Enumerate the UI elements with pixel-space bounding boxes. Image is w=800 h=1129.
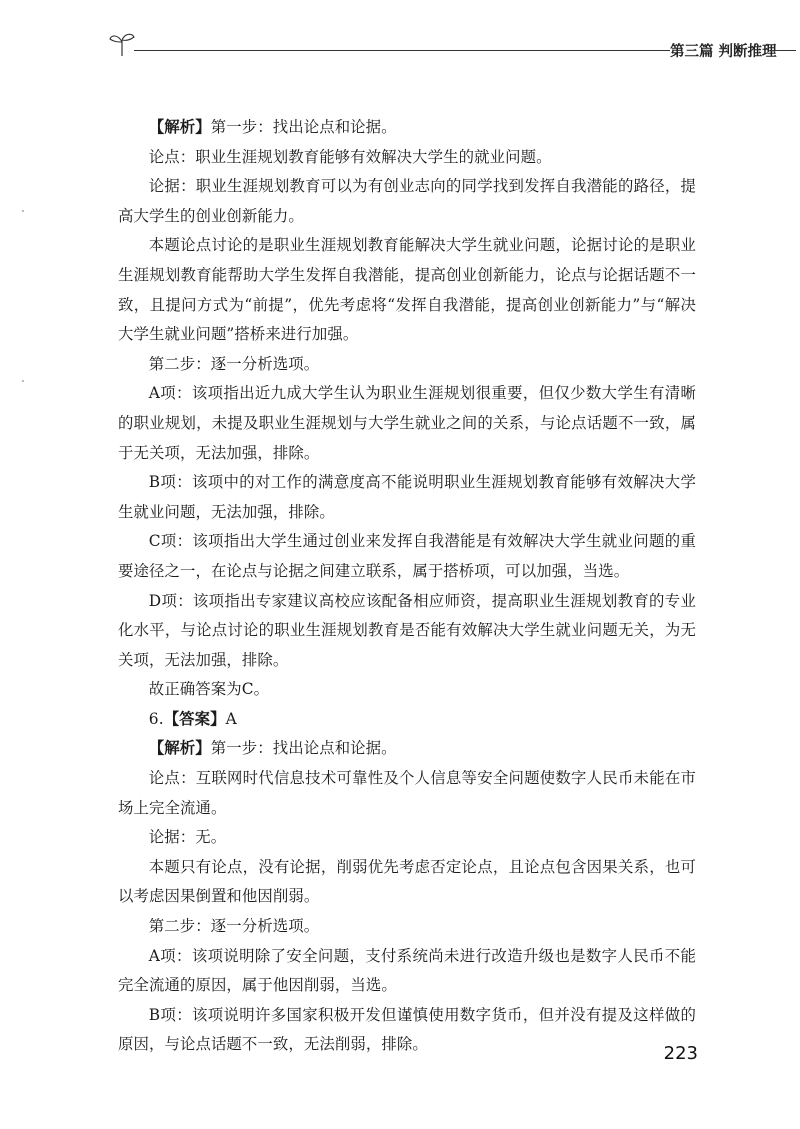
sprout-icon xyxy=(108,30,138,60)
q5-conclusion: 故正确答案为C。 xyxy=(148,680,270,699)
q5-option-b: B项：该项中的对工作的满意度高不能说明职业生涯规划教育能够有效解决大学生就业问题，无法加强，排除。 xyxy=(118,473,696,521)
margin-mark xyxy=(22,210,24,212)
q5-step2: 第二步：逐一分析选项。 xyxy=(148,354,320,373)
q6-option-b: B项：该项说明许多国家积极开发但谨慎使用数字货币，但并没有提及这样做的原因，与论点话题不一致，无法削弱，排除。 xyxy=(118,1005,696,1054)
q6-evidence: 论据：无。 xyxy=(148,828,227,847)
answer-value: A xyxy=(225,709,237,728)
q5-evidence: 论据：职业生涯规划教育可以为有创业志向的同学找到发挥自我潜能的路径，提高大学生的创业创新能力。 xyxy=(118,177,696,225)
margin-mark xyxy=(22,380,24,382)
q5-analysis: 本题论点讨论的是职业生涯规划教育能解决大学生就业问题，论据讨论的是职业生涯规划教育能帮助大学生发挥自我潜能，提高创业创新能力，论点与论据话题不一致，且提问方式为“前提”，优先考虑将“发挥自我潜能，提高创业创新能力”与“解决大学生就业问题”搭桥来进行加强。 xyxy=(118,236,696,344)
q5-thesis: 论点：职业生涯规划教育能够有效解决大学生的就业问题。 xyxy=(148,147,552,166)
page-body xyxy=(118,113,696,1060)
analysis-tag: 【解析】 xyxy=(148,118,211,136)
q5-option-d: D项：该项指出专家建议高校应该配备相应师资，提高职业生涯规划教育的专业化水平，与论点讨论的职业生涯规划教育是否能有效解决大学生就业问题无关，为无关项，无法加强，排除。 xyxy=(118,591,696,669)
q5-step1: 【解析】第一步：找出论点和论据。 xyxy=(148,118,397,136)
q6-answer-line xyxy=(118,705,696,735)
question-number: 6. xyxy=(148,709,164,728)
page-number: 223 xyxy=(663,1043,698,1064)
q6-analysis: 本题只有论点，没有论据，削弱优先考虑否定论点，且论点包含因果关系，也可以考虑因果倒置和他因削弱。 xyxy=(118,857,696,906)
analysis-tag: 【解析】 xyxy=(148,739,211,758)
q6-step1: 【解析】第一步：找出论点和论据。 xyxy=(148,739,397,758)
q6-option-a: A项：该项说明除了安全问题，支付系统尚未进行改造升级也是数字人民币不能完全流通的原因，属于他因削弱，当选。 xyxy=(118,946,696,995)
answer-tag: 【答案】 xyxy=(163,709,226,728)
header-rule-right xyxy=(770,50,796,51)
q6-step2: 第二步：逐一分析选项。 xyxy=(148,917,320,936)
q5-option-a: A项：该项指出近九成大学生认为职业生涯规划很重要，但仅少数大学生有清晰的职业规划，未提及职业生涯规划与大学生就业之间的关系，与论点话题不一致，属于无关项，无法加强，排除。 xyxy=(118,384,696,462)
header-rule-left xyxy=(134,50,670,51)
section-title: 第三篇 判断推理 xyxy=(670,44,777,60)
q5-option-c: C项：该项指出大学生通过创业来发挥自我潜能是有效解决大学生就业问题的重要途径之一，在论点与论据之间建立联系，属于搭桥项，可以加强，当选。 xyxy=(118,532,696,580)
q6-thesis: 论点：互联网时代信息技术可靠性及个人信息等安全问题使数字人民币未能在市场上完全流通。 xyxy=(118,769,696,817)
page-header xyxy=(108,30,777,70)
